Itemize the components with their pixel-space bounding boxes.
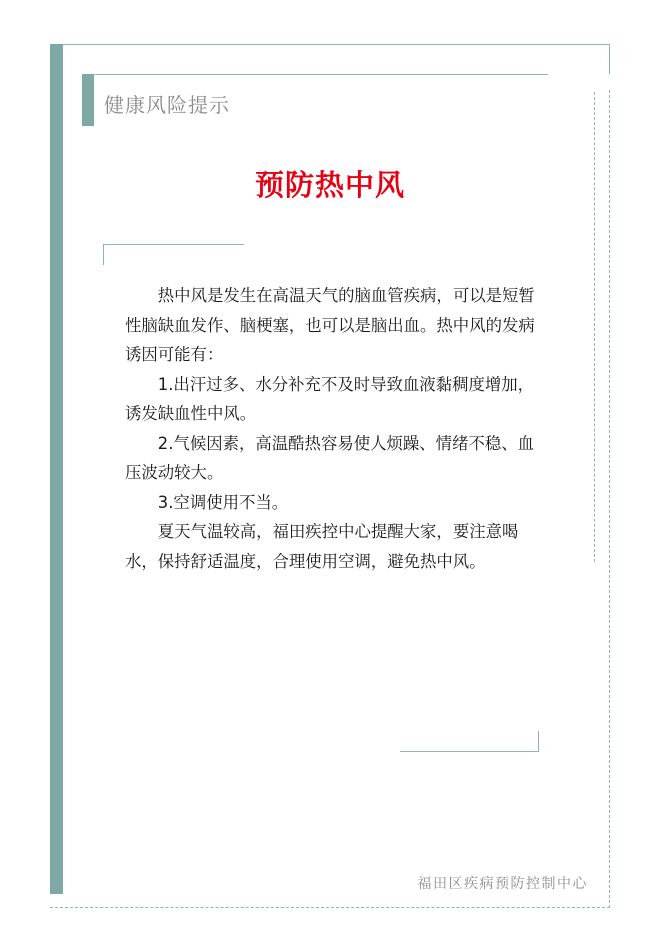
paragraph-cause-2: 2.气候因素，高温酷热容易使人烦躁、情绪不稳、血压波动较大。 [125, 433, 535, 482]
frame-top-line [50, 44, 610, 45]
corner-bracket-bottom-right [400, 731, 539, 752]
header-divider [94, 74, 548, 75]
paragraph-advice: 夏天气温较高，福田疾控中心提醒大家，要注意喝水，保持舒适温度，合理使用空调，避免热中风。 [125, 522, 519, 571]
document-body [125, 281, 535, 576]
header-label: 健康风险提示 [104, 93, 230, 117]
paragraph-cause-1: 1.出汗过多、水分补充不及时导致血液黏稠度增加，诱发缺血性中风。 [125, 374, 535, 423]
frame-right-dashed-line [609, 90, 610, 908]
frame-bottom-dashed-line [50, 907, 610, 908]
frame-right-top-line [609, 44, 610, 74]
header-accent-block [82, 74, 94, 126]
paragraph-cause-3: 3.空调使用不当。 [157, 492, 289, 512]
paragraph-intro: 热中风是发生在高温天气的脑血管疾病，可以是短暂性脑缺血发作、脑梗塞，也可以是脑出血。热中风的发病诱因可能有： [125, 286, 535, 364]
document-title: 预防热中风 [254, 168, 405, 202]
corner-bracket-top-left [103, 244, 244, 265]
footer-organization: 福田区疾病预防控制中心 [417, 876, 588, 892]
